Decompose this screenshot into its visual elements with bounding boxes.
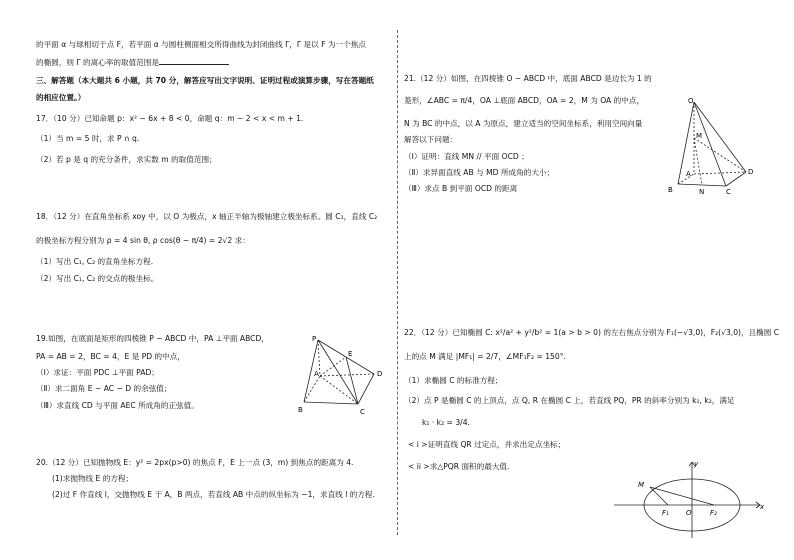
q19-line-1: 19.如图，在底面是矩形的四棱锥 P − ABCD 中，PA ⊥平面 ABCD， <box>36 334 269 343</box>
q21-line-3: N 为 BC 的中点，以 A 为原点，建立适当的空间坐标系，利用空间向量 <box>404 119 643 128</box>
label-M: M <box>696 132 703 140</box>
q21-part-2: （Ⅱ）求异面直线 AB 与 MD 所成角的大小； <box>404 168 555 177</box>
label-B: B <box>298 406 303 414</box>
q21-part-1: （Ⅰ）证明：直线 MN // 平面 OCD ； <box>404 152 529 161</box>
axis-y-label: y <box>694 460 699 468</box>
q20-part-1: (1)求抛物线 E 的方程； <box>52 474 134 483</box>
q22-line-1: 22．（12 分）已知椭圆 C: x²/a² + y²/b² = 1(a > b > 0) 的左右焦点分别为 F₁(−√3,0)，F₂(√3,0)，且椭圆 C <box>404 328 780 337</box>
q20-head: 20.（12 分）已知抛物线 E：y² = 2px(p>0) 的焦点 F，E 上一点 (3，m) 到焦点的距离为 4. <box>36 458 354 467</box>
q22-part-1: （1）求椭圆 C 的标准方程； <box>404 376 503 385</box>
q20-part-2: (2)过 F 作直线 l，交抛物线 E 于 A，B 两点，若直线 AB 中点的纵坐标为 −1，求直线 l 的方程. <box>52 490 375 499</box>
q21-pyramid-figure <box>664 94 764 198</box>
label-N: N <box>699 188 705 196</box>
point-M-label: M <box>638 481 645 489</box>
q19-part-2: （Ⅱ）求二面角 E − AC − D 的余弦值； <box>36 384 172 393</box>
q22-line-2: 上的点 M 满足 |MF₁| = 2/7，∠MF₁F₂ = 150°. <box>404 352 566 361</box>
label-C: C <box>726 188 731 196</box>
q22-ellipse-figure <box>610 456 770 540</box>
label-C: C <box>360 408 365 416</box>
section-3-title: 三、解答题（本大题共 6 小题，共 70 分，解答应写出文字说明、证明过程或演算步骤，写在答题纸 <box>36 76 374 85</box>
q17-part-1: （1）当 m = 5 时，求 P ∩ q. <box>36 134 140 143</box>
q19-line-2: PA = AB = 2，BC = 4，E 是 PD 的中点， <box>36 352 185 361</box>
q16-line-2: 的椭圆，则 Γ 的离心率的取值范围是 <box>36 57 229 68</box>
focus-F1-label: F₁ <box>662 509 669 517</box>
label-P: P <box>312 335 317 343</box>
q21-line-2: 菱形，∠ABC = π/4，OA ⊥底面 ABCD，OA = 2，M 为 OA 的中点， <box>404 96 645 105</box>
q17-part-2: （2）若 p 是 q 的充分条件，求实数 m 的取值范围； <box>36 155 217 164</box>
axis-x-label: x <box>760 503 765 511</box>
column-divider <box>397 30 398 535</box>
answer-blank <box>159 57 229 65</box>
q22-part-2-cond: k₁ · k₂ = 3/4. <box>422 418 470 427</box>
q19-part-1: （Ⅰ）求证：平面 PDC ⊥平面 PAD； <box>36 368 159 377</box>
q17-head: 17．（10 分）已知命题 p：x² − 6x + 8 < 0，命题 q：m − 2 < x < m + 1. <box>36 114 304 123</box>
label-O: O <box>688 97 694 105</box>
q18-line-2: 的极坐标方程分别为 ρ = 4 sin θ, ρ cos(θ − π/4) = 2√2 求： <box>36 236 250 245</box>
label-E: E <box>348 350 353 358</box>
origin-O-label: O <box>686 509 692 517</box>
q18-head: 18．（12 分）在直角坐标系 xoy 中，以 O 为极点，x 轴正半轴为极轴建立极坐标系。圆 C₁，直线 C₂ <box>36 212 378 221</box>
q19-part-3: （Ⅲ）求直线 CD 与平面 AEC 所成角的正弦值。 <box>36 401 199 410</box>
q22-sub-i: < i >证明直线 QR 过定点，并求出定点坐标； <box>408 440 566 449</box>
q21-line-1: 21.（12 分）如图，在四棱锥 O − ABCD 中，底面 ABCD 是边长为 1 的 <box>404 74 652 83</box>
q21-part-3: （Ⅲ）求点 B 到平面 OCD 的距离 <box>404 184 518 193</box>
q16-line-1: 的平面 α 与球相切于点 F，若平面 α 与圆柱侧面相交所得曲线为封闭曲线 Γ，Γ 是以 F 为一个焦点 <box>36 40 366 49</box>
q21-line-4: 解答以下问题： <box>404 135 458 144</box>
label-D: D <box>377 370 383 378</box>
label-B: B <box>668 186 673 194</box>
q19-pyramid-figure <box>294 332 394 418</box>
label-A: A <box>686 170 691 178</box>
section-3-title-cont: 的相应位置。） <box>36 93 86 102</box>
q18-part-2: （2）写出 C₁, C₂ 的交点的极坐标。 <box>36 274 159 283</box>
q22-part-2: （2）点 P 是椭圆 C 的上顶点，点 Q, R 在椭圆 C 上，若直线 PQ，PR 的斜率分别为 k₁, k₂，满足 <box>404 396 735 405</box>
label-D: D <box>748 168 754 176</box>
q18-part-1: （1）写出 C₁, C₂ 的直角坐标方程. <box>36 257 154 266</box>
focus-F2-label: F₂ <box>710 509 717 517</box>
label-A: A <box>314 370 319 378</box>
q22-sub-ii: < ii >求△PQR 面积的最大值. <box>408 462 510 471</box>
